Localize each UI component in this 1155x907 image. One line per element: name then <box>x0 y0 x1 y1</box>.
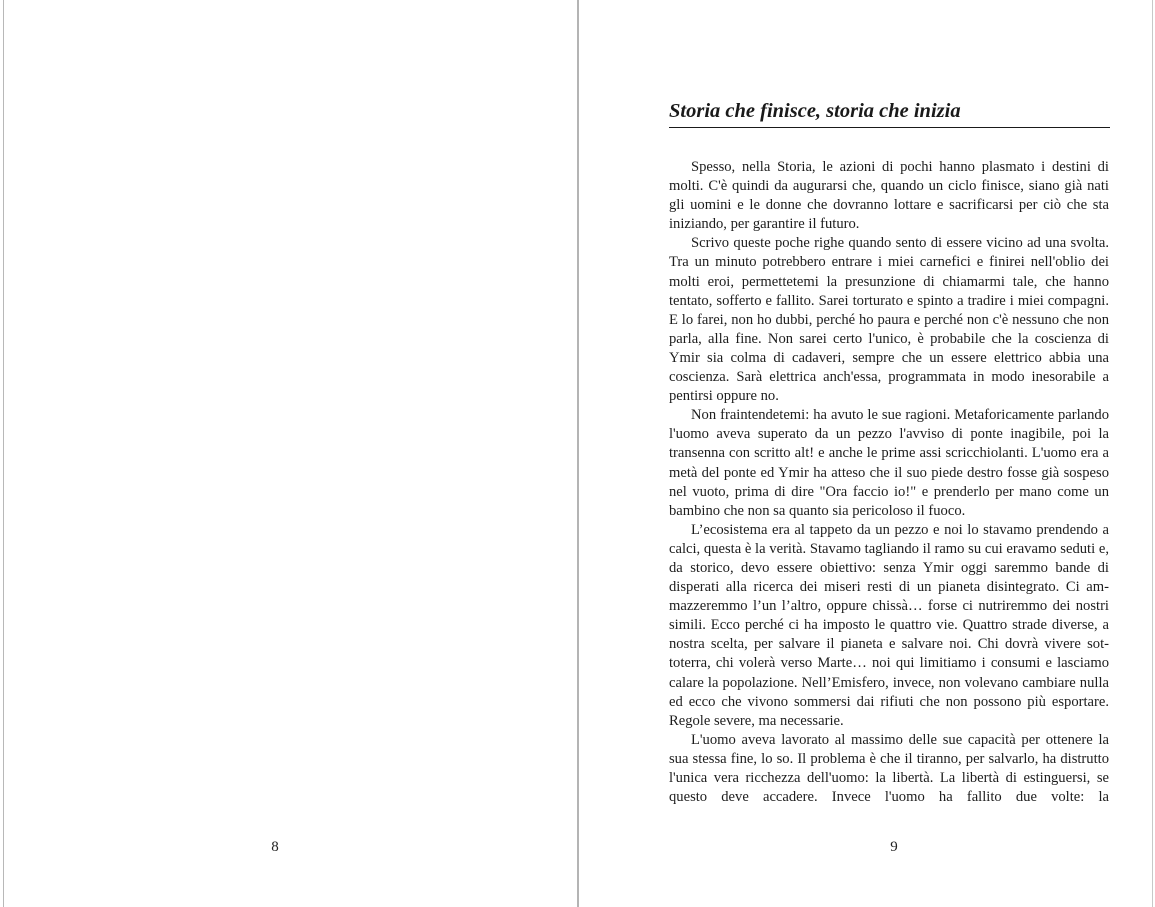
page-number-left: 8 <box>271 839 279 855</box>
paragraph: Scrivo queste poche righe quando sento di essere vicino ad una svolta. Tra un minuto potrebbero entrare i miei carnefici e finirei nell'oblio dei molti eroi, permettetemi la presunzione di chiamarmi tale, che hanno tentato, sofferto e fallito. Sarei torturato e spinto a tradire i miei compagni. E lo farei, non ho dubbi, perché ho paura e perché non c'è nessuno che non parla, alla fine. Non sarei certo l'unico, è probabile che la coscienza di Ymir sia colma di cadaveri, sempre che un essere elettrico abbia una coscienza. Sarà elettrica anch'essa, programmata in modo inesorabile a pentirsi oppure no. <box>669 235 1109 405</box>
paragraph: L’ecosistema era al tappeto da un pezzo e noi lo stavamo prendendo a calci, questa è la verità. Stavamo tagliando il ramo su cui eravamo seduti e, da storico, devo essere obiettivo: senza Ymir oggi saremmo bande di disperati alla ricerca dei miseri resti di un pianeta disintegrato. Ci ammazzeremmo l’un l’altro, oppure chissà… forse ci nutriremmo dei nostri simili. Ecco perché ci ha imposto le quattro vie. Quattro strade diverse, a nostra scelta, per salvare il pianeta e salvare noi. Chi dovrà vivere sottoterra, chi volerà verso Marte… noi qui limitiamo i consumi e lasciamo calare la popolazione. Nell’Emisfero, invece, non volevano cambiare nulla ed ecco che vivono sommersi dai rifiuti che non possono più esportare. Regole severe, ma necessarie. <box>669 521 1109 729</box>
paragraph: L'uomo aveva lavorato al massimo delle sue capacità per ottenere la sua stessa fine, lo so. Il problema è che il tiranno, per salvarlo, ha distrutto l'unica vera ricchezza dell'uomo: la libertà. La libertà di estinguersi, se questo deve accadere. Invece l'uomo ha fallito due volte: la <box>669 731 1109 806</box>
chapter-title: Storia che finisce, storia che inizia <box>669 98 1110 128</box>
chapter-body <box>669 158 1109 807</box>
left-page <box>4 0 577 907</box>
right-page <box>579 0 1152 907</box>
page-number-right: 9 <box>890 839 898 855</box>
paragraph: Non fraintendetemi: ha avuto le sue ragioni. Metaforicamente parlando l'uomo aveva superato da un pezzo l'avviso di ponte inagibile, poi la transenna con scritto alt! e anche le prime assi scricchiolanti. L'uomo era a metà del ponte ed Ymir ha atteso che il suo piede destro fosse già sospeso nel vuoto, prima di dire "Ora faccio io!" e prenderlo per mano come un bambino che non sa quanto sia pericoloso il fuoco. <box>669 407 1109 519</box>
paragraph: Spesso, nella Storia, le azioni di pochi hanno plasmato i destini di molti. C'è quindi da augurarsi che, quando un ciclo finisce, siano già nati gli uomini e le donne che dovranno lottare e sacrificarsi per ciò che sta iniziando, per garantire il futuro. <box>669 159 1109 233</box>
page-edge-right <box>1152 0 1153 907</box>
